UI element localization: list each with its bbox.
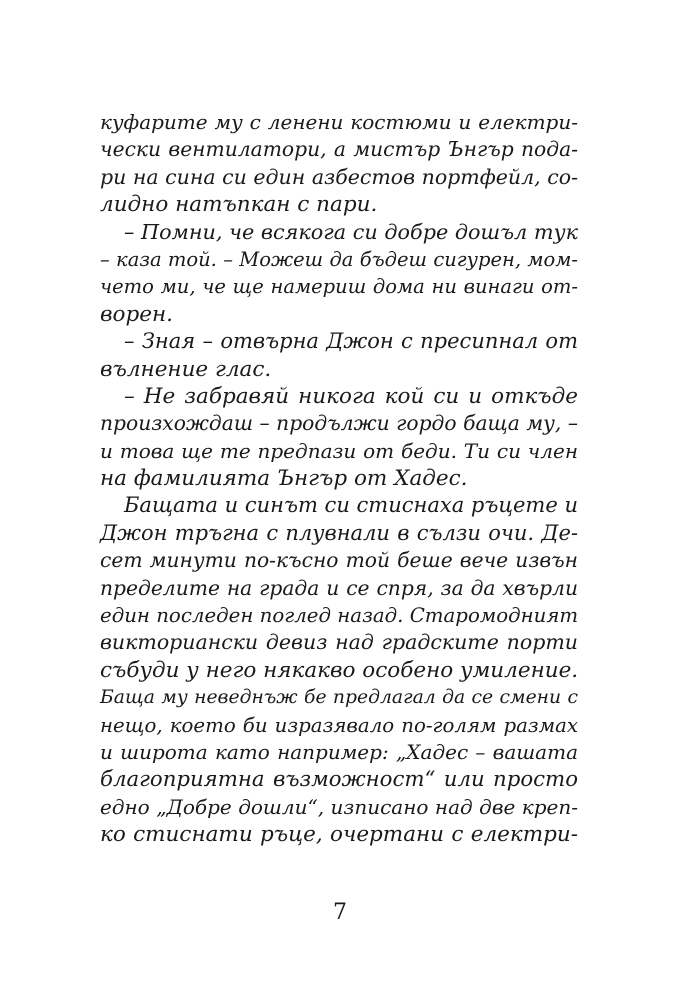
text-line: чески вентилатори, а мистър Ънгър пода- — [100, 137, 578, 162]
text-line: – Помни, че всякога си добре дошъл тук — [124, 219, 578, 244]
text-line: ко стиснати ръце, очертани с електри- — [100, 822, 578, 848]
text-line: събуди у него някакво особено умиление. — [100, 657, 579, 683]
text-line: на фамилията Ънгър от Хадес. — [100, 466, 468, 492]
body-text — [100, 109, 578, 849]
text-line: едно „Добре дошли“, изписано над две креп- — [100, 794, 578, 819]
text-line: Баща му неведнъж бе предлагал да се смени с — [100, 687, 578, 709]
text-line: и широта като например: „Хадес – вашата — [100, 739, 578, 764]
text-line: – Не забравяй никога кой си и откъде — [124, 383, 578, 409]
text-line: произхождаш – продължи гордо баща му, – — [100, 411, 578, 436]
text-line: Бащата и синът си стиснаха ръцете и — [124, 493, 578, 518]
text-line: сет минути по-късно той беше вече извън — [100, 548, 578, 573]
text-line: пределите на града и се спря, за да хвърли — [100, 575, 578, 600]
page-number: 7 — [333, 900, 347, 925]
text-line: ри на сина си един азбестов портфейл, со- — [100, 164, 578, 189]
text-line: чето ми, че ще намериш дома ни винаги от- — [100, 275, 578, 299]
text-line: куфарите му с ленени костюми и електри- — [100, 110, 578, 134]
text-line: ворен. — [100, 301, 173, 327]
text-line: Джон тръгна с плувнали в сълзи очи. Де- — [100, 520, 578, 545]
text-line: – Зная – отвърна Джон с пресипнал от — [124, 329, 578, 354]
text-line: – каза той. – Можеш да бъдеш сигурен, мом- — [100, 247, 578, 271]
text-line: един последен поглед назад. Старомодният — [100, 604, 579, 628]
text-line: и това ще те предпази от беди. Ти си член — [100, 438, 578, 463]
text-line: благоприятна възможност“ или просто — [100, 767, 578, 793]
text-line: нещо, което би изразявало по-голям размах — [100, 713, 578, 737]
text-line: викториански девиз над градските порти — [100, 630, 578, 655]
text-line: вълнение глас. — [100, 356, 272, 382]
text-line: лидно натъпкан с пари. — [100, 192, 378, 218]
